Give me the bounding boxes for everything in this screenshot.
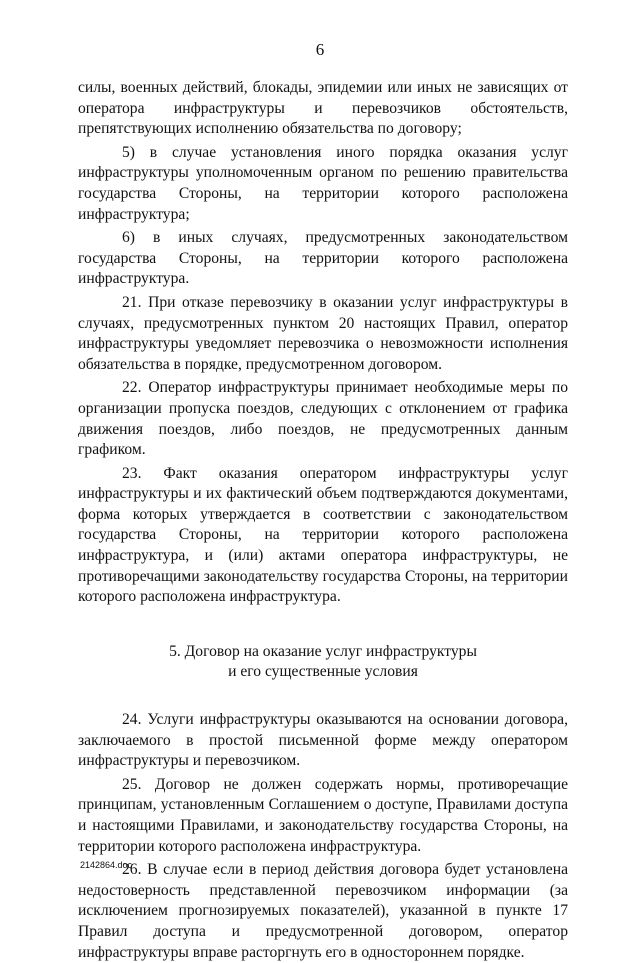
paragraph-24: 24. Услуги инфраструктуры оказываются на основании договора, заключаемого в простой письменной форме между оператором инфраструктуры и перевозчиком.	[78, 711, 568, 770]
paragraph-item-5: 5) в случае установления иного порядка оказания услуг инфраструктуры уполномоченным органом по решению правительства государства Стороны, на территории которого расположена инфраструктура;	[78, 143, 568, 223]
page-number: 6	[315, 40, 325, 59]
paragraph-25: 25. Договор не должен содержать нормы, противоречащие принципам, установленным Соглашением о доступе, Правилами доступа и настоящими Правилами, и законодательству государства Стороны, на территории которого расположена инфраструктура.	[78, 775, 568, 855]
section-heading-line2: и его существенные условия	[228, 663, 418, 681]
paragraph-item-6: 6) в иных случаях, предусмотренных законодательством государства Стороны, на территории которого расположена инфраструктура.	[78, 229, 568, 288]
footer-filename: 2142864.doc	[80, 860, 133, 870]
section-heading	[78, 642, 568, 683]
paragraph-22: 22. Оператор инфраструктуры принимает необходимые меры по организации пропуска поездов, следующих с отклонением от графика движения поездов, либо поездов, не предусмотренных данным графиком.	[78, 379, 568, 459]
paragraph-23: 23. Факт оказания оператором инфраструктуры услуг инфраструктуры и их фактический объем подтверждаются документами, форма которых утверждается в соответствии с законодательством государства Стороны, на территории которого расположена инфраструктура, и (или) актами оператора инфраструктуры, не противоречащими законодательству государства Стороны, на территории которого расположена инфраструктура.	[78, 464, 568, 606]
paragraph-26: 26. В случае если в период действия договора будет установлена недостоверность представленной перевозчиком информации (за исключением прогнозируемых показателей), указанной в пункте 17 Правил доступа и предусмотренной договором, оператор инфраструктуры вправе расторгнуть его в одностороннем порядке.	[78, 861, 568, 961]
section-heading-line1: 5. Договор на оказание услуг инфраструктуры	[169, 642, 477, 660]
paragraph-21: 21. При отказе перевозчику в оказании услуг инфраструктуры в случаях, предусмотренных пунктом 20 настоящих Правил, оператор инфраструктуры уведомляет перевозчика о невозможности исполнения обязательства в порядке, предусмотренном договором.	[78, 293, 568, 373]
paragraph-continuation: силы, военных действий, блокады, эпидемии или иных не зависящих от оператора инфраструктуры и перевозчиков обстоятельств, препятствующих исполнению обязательства по договору;	[78, 79, 568, 138]
